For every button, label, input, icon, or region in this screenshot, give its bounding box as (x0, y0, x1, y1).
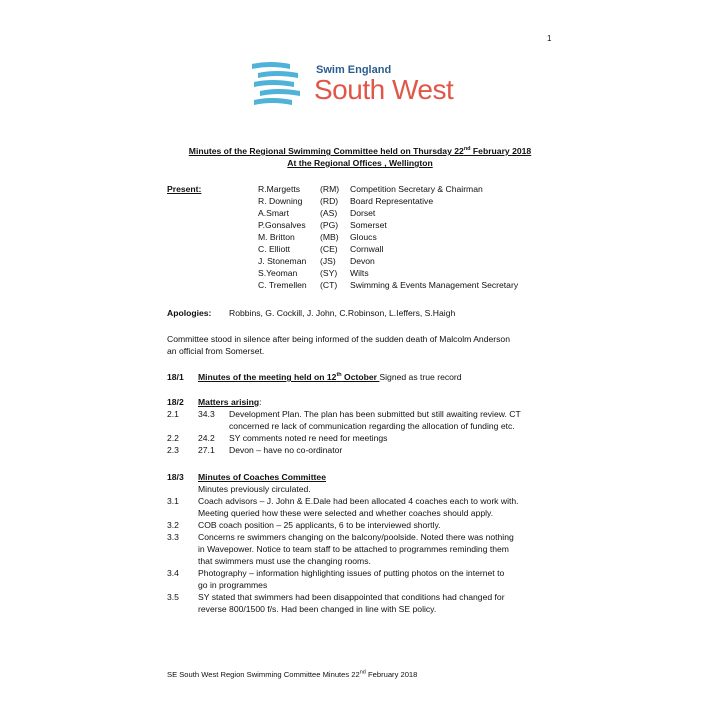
present-member-role: Dorset (350, 208, 376, 218)
item-2-row-ref: 27.1 (198, 445, 215, 455)
present-member-role: Gloucs (350, 232, 377, 242)
item-3-row-number: 3.1 (167, 496, 179, 506)
item-3-row-text: Concerns re swimmers changing on the balcony/poolside. Noted there was nothing (198, 532, 514, 542)
item-2-row-text: SY comments noted re need for meetings (229, 433, 388, 443)
present-member-name: C. Tremellen (258, 280, 307, 290)
page-number: 1 (547, 34, 552, 43)
item-3-row-number: 3.3 (167, 532, 179, 542)
item-3-row-text: Photography – information highlighting issues of putting photos on the internet to (198, 568, 505, 578)
present-member-role: Wilts (350, 268, 369, 278)
present-member-code: (CT) (320, 280, 338, 290)
present-member-role: Swimming & Events Management Secretary (350, 280, 519, 290)
present-member-code: (PG) (320, 220, 339, 230)
item-3-row-text: SY stated that swimmers had been disappointed that conditions had changed for (198, 592, 505, 602)
item-3-heading: Minutes of Coaches Committee (198, 472, 326, 482)
present-member-code: (AS) (320, 208, 338, 218)
present-member-role: Cornwall (350, 244, 384, 254)
present-label: Present: (167, 184, 202, 194)
page-footer: SE South West Region Swimming Committee Minutes 22nd February 2018 (167, 669, 418, 679)
item-2-row-text: Development Plan. The plan has been submitted but still awaiting review. CT (229, 409, 521, 419)
item-2-row-ref: 24.2 (198, 433, 215, 443)
present-member-name: R.Margetts (258, 184, 301, 194)
item-3-row-number: 3.5 (167, 592, 179, 602)
item-2-row-number: 2.3 (167, 445, 179, 455)
present-member-name: M. Britton (258, 232, 295, 242)
swim-england-logo (250, 60, 480, 110)
present-member-name: S.Yeoman (258, 268, 298, 278)
item-1-number: 18/1 (167, 372, 184, 382)
item-2-row-ref: 34.3 (198, 409, 215, 419)
item-2-row-text: concerned re lack of communication regarding the allocation of funding etc. (229, 421, 515, 431)
present-member-role: Competition Secretary & Chairman (350, 184, 483, 194)
item-3-row-text: that swimmers must use the changing rooms. (198, 556, 371, 566)
present-member-code: (JS) (320, 256, 336, 266)
wave-logo-icon (250, 60, 310, 110)
present-member-code: (SY) (320, 268, 338, 278)
present-member-role: Somerset (350, 220, 387, 230)
present-member-name: J. Stoneman (258, 256, 307, 266)
silence-line-2: an official from Somerset. (167, 346, 265, 356)
present-member-name: R. Downing (258, 196, 303, 206)
item-3-row-text: Coach advisors – J. John & E.Dale had been allocated 4 coaches each to work with. (198, 496, 519, 506)
present-member-role: Devon (350, 256, 375, 266)
apologies-text: Robbins, G. Cockill, J. John, C.Robinson, L.Ieffers, S.Haigh (229, 308, 456, 318)
present-member-name: P.Gonsalves (258, 220, 306, 230)
item-3-row-text: in Wavepower. Notice to team staff to be attached to programmes reminding them (198, 544, 509, 554)
present-member-name: A.Smart (258, 208, 290, 218)
present-member-code: (MB) (320, 232, 339, 242)
present-member-code: (CE) (320, 244, 338, 254)
item-3-intro: Minutes previously circulated. (198, 484, 311, 494)
item-2-row-number: 2.2 (167, 433, 179, 443)
item-1-heading: Minutes of the meeting held on 12th October Signed as true record (198, 372, 462, 382)
present-member-name: C. Elliott (258, 244, 290, 254)
item-2-number: 18/2 (167, 397, 184, 407)
item-3-row-text: Meeting queried how these were selected and whether coaches should apply. (198, 508, 494, 518)
brand-main-text: South West (314, 74, 454, 105)
apologies-label: Apologies: (167, 308, 212, 318)
brand-top-text: Swim England (316, 64, 392, 76)
present-member-code: (RM) (320, 184, 340, 194)
silence-line-1: Committee stood in silence after being informed of the sudden death of Malcolm Anderson (167, 334, 510, 344)
present-member-role: Board Representative (350, 196, 434, 206)
item-3-number: 18/3 (167, 472, 184, 482)
item-2-heading: Matters arising: (198, 397, 262, 407)
present-member-code: (RD) (320, 196, 339, 206)
document-subtitle: At the Regional Offices , Wellington (287, 158, 433, 168)
item-2-row-text: Devon – have no co-ordinator (229, 445, 343, 455)
item-3-row-number: 3.4 (167, 568, 179, 578)
item-3-row-number: 3.2 (167, 520, 179, 530)
document-title: Minutes of the Regional Swimming Committee held on Thursday 22nd February 2018 (188, 146, 532, 156)
item-2-row-number: 2.1 (167, 409, 179, 419)
item-3-row-text: COB coach position – 25 applicants, 6 to be interviewed shortly. (198, 520, 441, 530)
item-3-row-text: go in programmes (198, 580, 268, 590)
item-3-row-text: reverse 800/1500 f/s. Had been changed in line with SE policy. (198, 604, 437, 614)
